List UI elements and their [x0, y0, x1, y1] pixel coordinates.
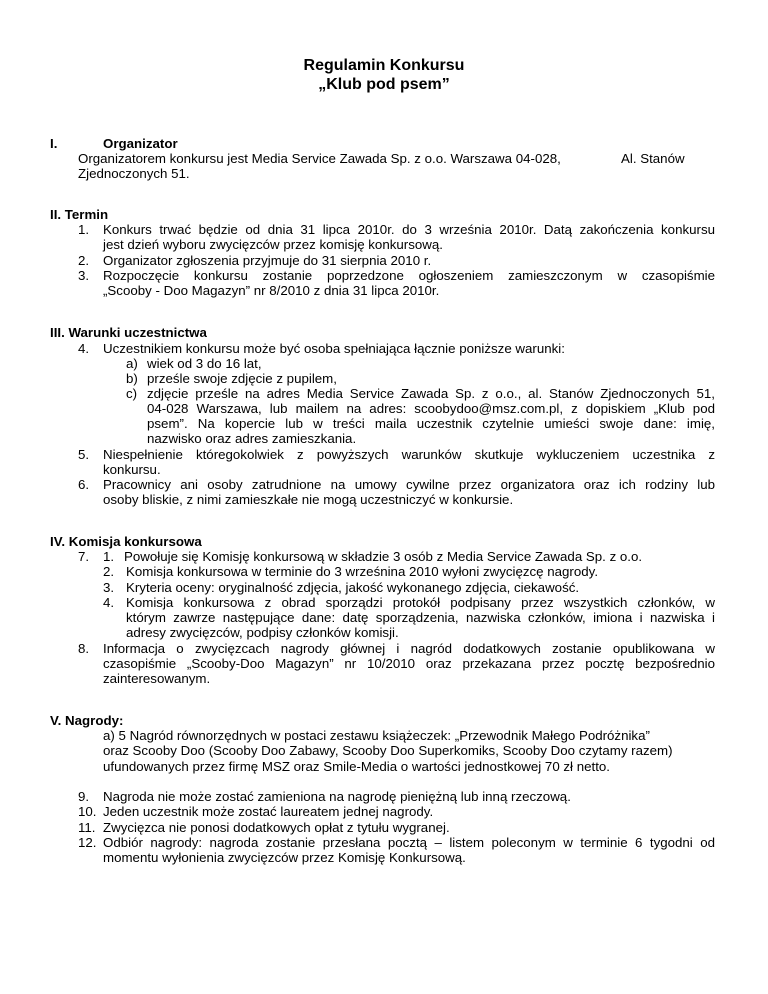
- list-item-text: Zwycięzca nie ponosi dodatkowych opłat z tytułu wygranej.: [103, 820, 450, 835]
- document-title: Regulamin Konkursu: [303, 57, 465, 74]
- sublist-text: prześle swoje zdjęcie z pupilem,: [147, 371, 337, 386]
- sublist-text: nazwisko oraz adres zamieszkania.: [147, 431, 357, 446]
- sublist-number: 4.: [103, 595, 115, 610]
- sublist-number: 1.: [103, 549, 115, 564]
- list-item-text: Rozpoczęcie konkursu zostanie poprzedzone ogłoszeniem zamieszczonym w czasopiśmie: [103, 268, 715, 283]
- sublist-text: Powołuje się Komisję konkursową w składzie 3 osób z Media Service Zawada Sp. z o.o.: [124, 549, 643, 564]
- section-1-text-line-right: Al. Stanów: [621, 151, 685, 166]
- list-item-text: czasopiśmie „Scooby-Doo Magazyn” nr 10/2010 oraz przekazana przez pocztę bezpośrednio: [103, 656, 715, 671]
- list-item-number: 1.: [78, 222, 90, 237]
- section-4-heading: IV. Komisja konkursowa: [50, 534, 202, 549]
- list-item-text: Nagroda nie może zostać zamieniona na nagrodę pieniężną lub inną rzeczową.: [103, 789, 571, 804]
- section-1-text-line: Organizatorem konkursu jest Media Service Zawada Sp. z o.o. Warszawa 04-028,: [78, 151, 561, 166]
- list-item-text: Odbiór nagrody: nagroda zostanie przesłana pocztą – listem poleconym w terminie 6 tygodni od: [103, 835, 715, 850]
- sublist-text: Kryteria oceny: oryginalność zdjęcia, jakość wykonanego zdjęcia, ciekawość.: [126, 580, 580, 595]
- list-item-text: Uczestnikiem konkursu może być osoba spełniająca łącznie poniższe warunki:: [103, 341, 565, 356]
- list-item-text: Pracownicy ani osoby zatrudnione na umowy cywilne przez organizatora oraz ich rodziny lub: [103, 477, 715, 492]
- list-item-number: 7.: [78, 549, 90, 564]
- list-item-number: 11.: [78, 820, 96, 835]
- sublist-text: adresy zwycięzców, podpisy członków komisji.: [126, 625, 399, 640]
- list-item-text: Jeden uczestnik może zostać laureatem jednej nagrody.: [103, 804, 434, 819]
- list-item-number: 9.: [78, 789, 90, 804]
- list-item-text: jest dzień wyboru zwycięzców przez komisję konkursową.: [103, 237, 443, 252]
- sublist-letter: c): [126, 386, 138, 401]
- sublist-number: 2.: [103, 564, 115, 579]
- list-item-number: 3.: [78, 268, 90, 283]
- section-5-heading: V. Nagrody:: [50, 713, 124, 728]
- sublist-letter: a): [126, 356, 138, 371]
- list-item-number: 12.: [78, 835, 97, 850]
- list-item-text: Niespełnienie któregokolwiek z powyższych warunków skutkuje wykluczeniem uczestnika z: [103, 447, 715, 462]
- section-1-number: I.: [50, 136, 58, 151]
- list-item-text: momentu wyłonienia zwycięzców przez Komisję Konkursową.: [103, 850, 466, 865]
- list-item-number: 4.: [78, 341, 90, 356]
- prize-text: oraz Scooby Doo (Scooby Doo Zabawy, Scooby Doo Superkomiks, Scooby Doo czytamy razem): [103, 743, 673, 758]
- list-item-number: 10.: [78, 804, 97, 819]
- list-item-text: Konkurs trwać będzie od dnia 31 lipca 2010r. do 3 września 2010r. Datą zakończenia konkursu: [103, 222, 715, 237]
- section-2-heading: II. Termin: [50, 207, 109, 222]
- list-item-number: 2.: [78, 253, 90, 268]
- sublist-number: 3.: [103, 580, 115, 595]
- sublist-text: zdjęcie prześle na adres Media Service Zawada Sp. z o.o., al. Stanów Zjednoczonych 51,: [147, 386, 715, 401]
- prize-text: a) 5 Nagród równorzędnych w postaci zestawu książeczek: „Przewodnik Małego Podróżnika”: [103, 728, 650, 743]
- list-item-text: „Scooby - Doo Magazyn” nr 8/2010 z dnia 31 lipca 2010r.: [103, 283, 440, 298]
- list-item-text: Organizator zgłoszenia przyjmuje do 31 sierpnia 2010 r.: [103, 253, 432, 268]
- sublist-text: Komisja konkursowa z obrad sporządzi protokół podpisany przez wszystkich członków, w: [126, 595, 715, 610]
- section-1-heading: Organizator: [103, 136, 178, 151]
- list-item-text: osoby bliskie, z nimi zamieszkałe nie mogą uczestniczyć w konkursie.: [103, 492, 514, 507]
- sublist-text: Komisja konkursowa w terminie do 3 wrześnina 2010 wyłoni zwycięzcę nagrody.: [126, 564, 599, 579]
- list-item-number: 6.: [78, 477, 90, 492]
- sublist-text: którym zawrze następujące dane: datę sporządzenia, nazwiska członków, imiona i nazwiska i: [126, 610, 715, 625]
- sublist-text: 04-028 Warszawa, lub mailem na adres: scoobydoo@msz.com.pl, z dopiskiem „Klub pod: [147, 401, 715, 416]
- list-item-text: zainteresowanym.: [103, 671, 211, 686]
- list-item-text: konkursu.: [103, 462, 161, 477]
- section-1-text-line: Zjednoczonych 51.: [78, 166, 190, 181]
- list-item-number: 5.: [78, 447, 90, 462]
- sublist-letter: b): [126, 371, 138, 386]
- sublist-text: psem”. Na kopercie lub w treści maila uczestnik czytelnie umieści swoje dane: imię,: [147, 416, 715, 431]
- document-subtitle: „Klub pod psem”: [318, 76, 450, 93]
- section-3-heading: III. Warunki uczestnictwa: [50, 325, 207, 340]
- list-item-number: 8.: [78, 641, 90, 656]
- sublist-text: wiek od 3 do 16 lat,: [147, 356, 262, 371]
- list-item-text: Informacja o zwycięzcach nagrody głównej i nagród dodatkowych zostanie opublikowana w: [103, 641, 715, 656]
- prize-text: ufundowanych przez firmę MSZ oraz Smile-Media o wartości jednostkowej 70 zł netto.: [103, 759, 610, 774]
